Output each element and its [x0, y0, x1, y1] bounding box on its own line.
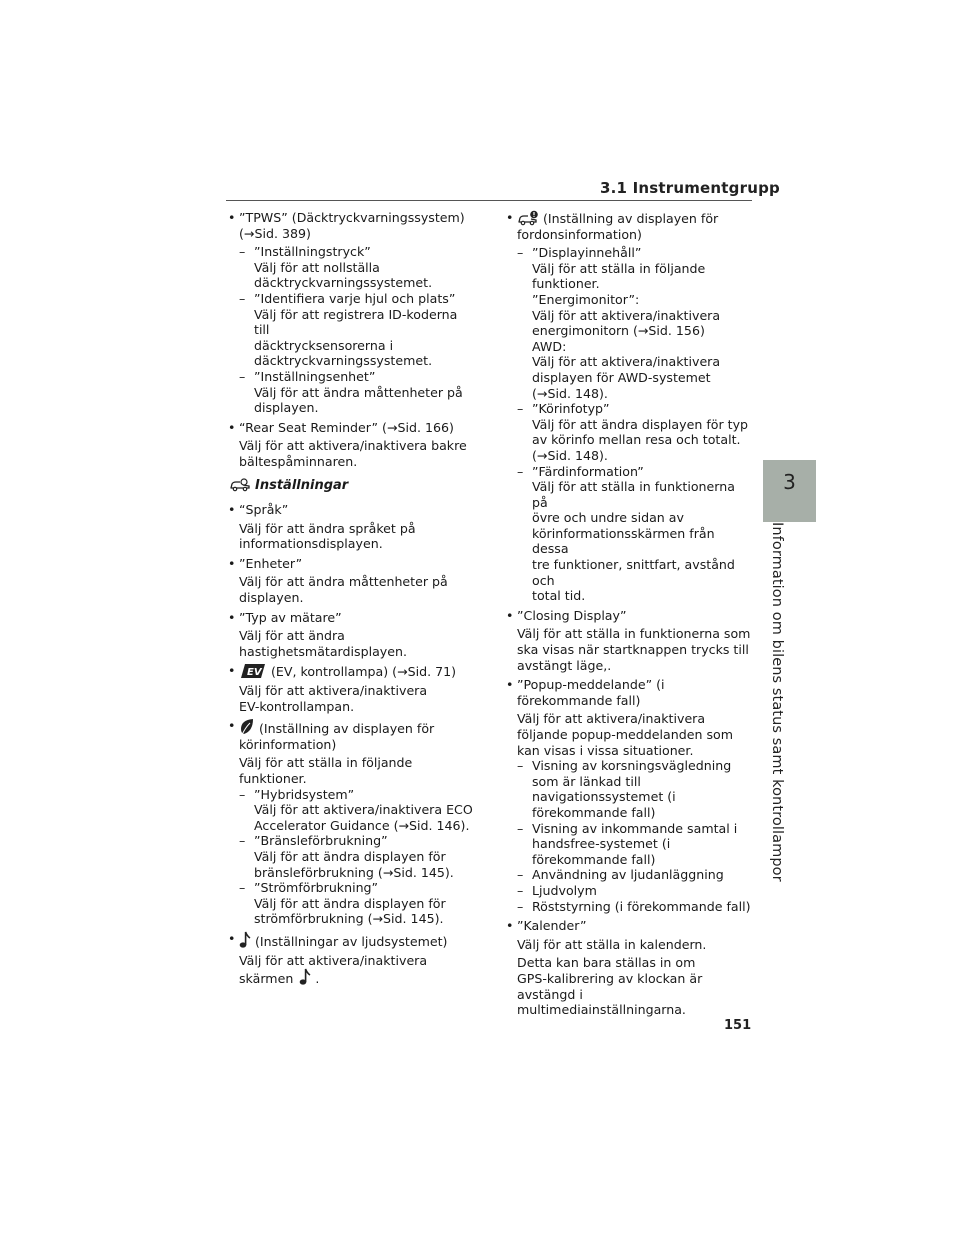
body-text: hastighetsmätardisplayen. — [239, 643, 407, 659]
body-text: Detta kan bara ställas in om — [517, 955, 696, 971]
ev-badge-icon — [239, 663, 267, 679]
sub-item: – ”Inställningstryck” — [227, 244, 473, 260]
body-text: följande popup-meddelanden som — [517, 727, 734, 742]
body-text: Välj för att ändra måttenheter på — [239, 574, 448, 590]
body-text-end: . — [315, 971, 320, 987]
chapter-side-text — [763, 522, 785, 1042]
sub-text: energimonitorn (→Sid. 156) — [532, 323, 705, 339]
closing-display-item: • ”Closing Display” — [505, 608, 751, 624]
sub-text: (→Sid. 148). — [532, 385, 608, 401]
body-text: Välj för att aktivera/inaktivera — [239, 683, 428, 699]
sub-text: Välj för att ändra displayen för typ — [532, 416, 749, 432]
sub-item: – ”Färdinformation” — [505, 464, 751, 480]
header-rule — [226, 200, 752, 201]
sub-item: – Visning av korsningsvägledning — [505, 758, 751, 774]
body-text: Välj för att ändra — [239, 628, 345, 644]
sub-text: strömförbrukning (→Sid. 145). — [254, 911, 444, 927]
page-number: 151 — [724, 1018, 752, 1033]
sub-text: tre funktioner, snittfart, avstånd och — [532, 557, 735, 588]
sub-text: Välj för att ställa in funktionerna på — [532, 479, 735, 510]
body-text: GPS-kalibrering av klockan är — [517, 970, 703, 986]
sub-text: Accelerator Guidance (→Sid. 146). — [254, 817, 470, 833]
sub-text: förekommande fall) — [532, 851, 656, 867]
left-column — [227, 210, 473, 987]
sub-text: Välj för att nollställa — [254, 259, 380, 275]
sub-item: – Användning av ljudanläggning — [505, 867, 751, 883]
sub-text: däcktryckvarningssystemet. — [254, 353, 433, 369]
sub-text: som är länkad till — [532, 773, 641, 789]
vehicle-info-icon — [517, 210, 539, 226]
section-title: Inställningar — [255, 477, 349, 493]
sub-text: Välj för att aktivera/inaktivera — [532, 307, 721, 323]
body-text: funktioner. — [239, 771, 307, 786]
sub-item: – ”Identifiera varje hjul och plats” — [227, 291, 473, 307]
body-text: bältespåminnaren. — [239, 453, 358, 469]
sub-item: – ”Displayinnehåll” — [505, 245, 751, 261]
body-text: avstängt läge,. — [517, 657, 612, 673]
sub-text: övre och undre sidan av — [532, 510, 684, 526]
music-note-icon — [239, 931, 251, 949]
body-text: Välj för att ändra språket på — [239, 520, 416, 536]
sub-text: navigationssystemet (i — [532, 789, 676, 805]
sub-text: funktioner. — [532, 276, 600, 292]
chapter-number: 3 — [783, 470, 796, 494]
sub-text: ”Energimonitor”: — [532, 291, 640, 307]
body-text: displayen. — [239, 590, 304, 606]
eco-item — [227, 718, 473, 752]
sub-item: – Röststyrning (i förekommande fall) — [505, 899, 751, 915]
sub-text: displayen för AWD-systemet — [532, 369, 711, 385]
vehicle-title: (Inställning av displayen för — [543, 211, 719, 226]
sound-title: (Inställningar av ljudsystemet) — [255, 933, 448, 949]
eco-title-cont: körinformation) — [239, 736, 337, 752]
sub-item: – ”Strömförbrukning” — [227, 880, 473, 896]
sub-item: – ”Inställningsenhet” — [227, 369, 473, 385]
sub-text: Välj för att registrera ID-koderna till — [254, 306, 458, 338]
page-header-title: 3.1 Instrumentgrupp — [600, 179, 780, 197]
sub-item: – Ljudvolym — [505, 883, 751, 899]
sound-item — [227, 931, 473, 950]
sub-item: – ”Bränsleförbrukning” — [227, 833, 473, 849]
eco-leaf-icon — [239, 718, 255, 736]
settings-car-icon — [229, 478, 251, 492]
sub-text: Välj för att ändra displayen för — [254, 848, 446, 864]
tpws-title: • ”TPWS” (Däcktryckvarningssystem) — [239, 210, 465, 225]
ev-title: (EV, kontrollampa) (→Sid. 71) — [271, 664, 457, 680]
sub-text: Välj för att aktivera/inaktivera ECO — [254, 802, 473, 818]
popup-title-cont: förekommande fall) — [517, 692, 641, 708]
sub-text: handsfree-systemet (i — [532, 836, 671, 852]
section-heading — [227, 478, 473, 494]
body-text — [227, 968, 473, 987]
sub-text: körinformationsskärmen från dessa — [532, 525, 715, 557]
right-column — [505, 210, 751, 1018]
body-text: Välj för att aktivera/inaktivera — [517, 711, 706, 727]
svg-text:EV: • EV — [247, 667, 262, 679]
rear-seat-item: • “Rear Seat Reminder” (→Sid. 166) — [227, 420, 473, 436]
sub-text: däcktrycksensorerna i — [254, 337, 394, 353]
popup-title: • ”Popup-meddelande” (i — [517, 677, 665, 693]
sub-text: Välj för att aktivera/inaktivera — [532, 354, 721, 370]
body-text: Välj för att ställa in funktionerna som — [517, 626, 751, 642]
body-text: Välj för att aktivera/inaktivera — [239, 952, 428, 968]
tpws-ref: (→Sid. 389) — [239, 225, 311, 241]
vehicle-info-item — [505, 210, 751, 242]
popup-item — [505, 677, 751, 708]
body-text: Välj för att ställa in följande — [239, 755, 413, 771]
sub-item: – ”Hybridsystem” — [227, 787, 473, 803]
body-text: ska visas när startknappen trycks till — [517, 642, 749, 658]
sub-text: AWD: — [532, 338, 567, 354]
body-text: informationsdisplayen. — [239, 536, 383, 552]
body-text: EV-kontrollampan. — [239, 698, 355, 714]
body-text-part: skärmen — [239, 971, 294, 987]
body-text: Välj för att aktivera/inaktivera bakre — [239, 438, 467, 454]
body-text: avstängd i multimediainställningarna. — [517, 986, 686, 1018]
tpws-item — [227, 210, 473, 241]
language-item: • “Språk” — [227, 502, 473, 518]
sub-text: displayen. — [254, 400, 319, 416]
eco-title: (Inställning av displayen för — [259, 721, 435, 737]
vehicle-title-cont: fordonsinformation) — [517, 226, 642, 242]
body-text: kan visas i vissa situationer. — [517, 742, 694, 758]
sub-text: Välj för att ställa in följande — [532, 260, 706, 276]
chapter-title: Information om bilens status samt kontrollampor — [769, 522, 785, 882]
sub-text: Välj för att ändra displayen för — [254, 895, 446, 911]
sub-text: bränsleförbrukning (→Sid. 145). — [254, 864, 454, 880]
sub-text: däcktryckvarningssystemet. — [254, 275, 433, 291]
ev-item — [227, 663, 473, 680]
sub-text: total tid. — [532, 588, 586, 604]
sub-item: – ”Körinfotyp” — [505, 401, 751, 417]
calendar-item: • ”Kalender” — [505, 918, 751, 934]
sub-text: av körinfo mellan resa och totalt. — [532, 432, 741, 448]
sub-text: (→Sid. 148). — [532, 447, 608, 463]
sub-text: Välj för att ändra måttenheter på — [254, 384, 463, 400]
gauge-type-item: • ”Typ av mätare” — [227, 610, 473, 626]
sub-item: – Visning av inkommande samtal i — [505, 821, 751, 837]
body-text: Välj för att ställa in kalendern. — [517, 936, 707, 952]
sub-text: förekommande fall) — [532, 804, 656, 820]
units-item: • ”Enheter” — [227, 556, 473, 572]
music-note-icon — [299, 968, 311, 986]
